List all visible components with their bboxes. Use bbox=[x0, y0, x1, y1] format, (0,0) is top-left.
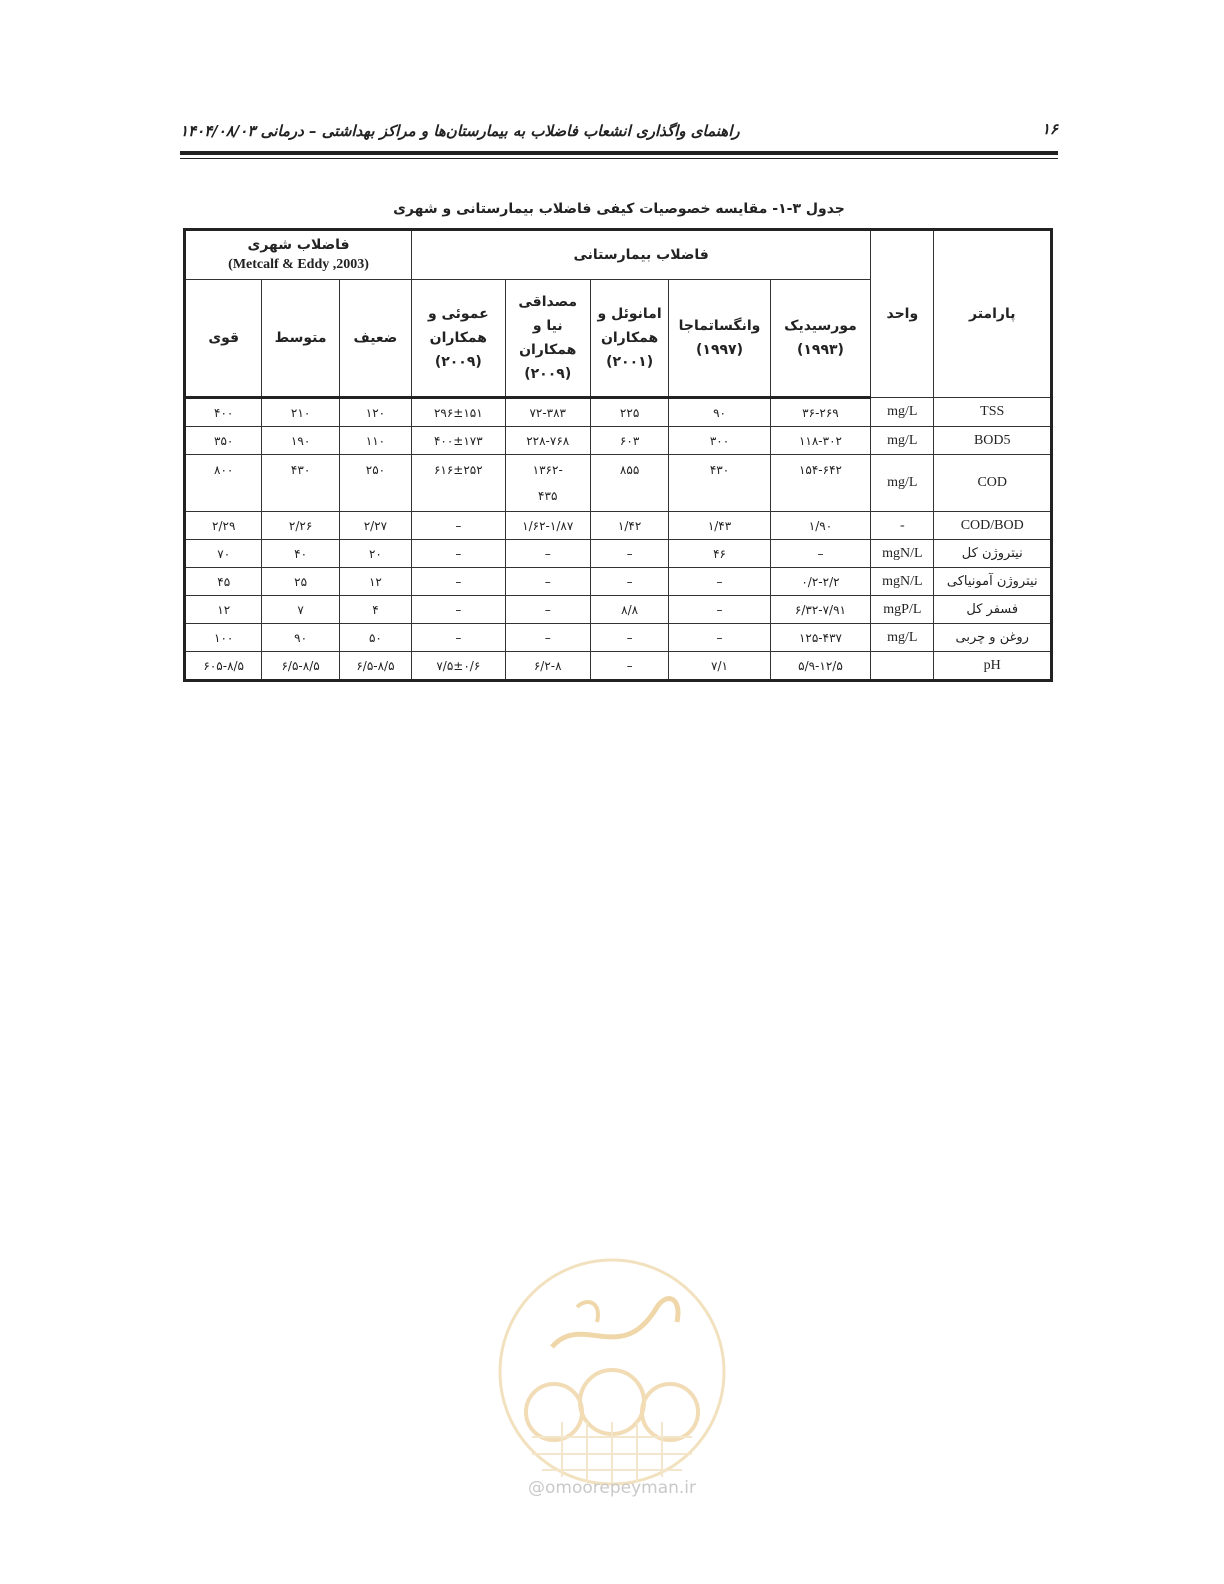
value-cell: ۴۶ bbox=[669, 540, 770, 568]
unit-cell: mg/L bbox=[871, 455, 934, 512]
value-cell: ۲۲۵ bbox=[590, 398, 668, 427]
value-cell: ۷ bbox=[262, 596, 339, 624]
parameter-cell: pH bbox=[934, 652, 1052, 681]
value-cell: ۴۰ bbox=[262, 540, 339, 568]
table-row bbox=[185, 512, 1052, 540]
parameter-cell: COD bbox=[934, 455, 1052, 512]
value-cell: ۴۳۰ bbox=[262, 455, 339, 512]
value-cell: ۱۲۰ bbox=[339, 398, 411, 427]
value-cell: ۱۲ bbox=[339, 568, 411, 596]
value-cell: ۱۱۸-۳۰۲ bbox=[770, 427, 870, 455]
value-cell: ۶۱۶±۲۵۲ bbox=[412, 455, 505, 512]
value-cell: – bbox=[590, 624, 668, 652]
header-hospital-wastewater: فاضلاب بیمارستانی bbox=[412, 230, 871, 280]
value-cell: ۲۲۸-۷۶۸ bbox=[505, 427, 590, 455]
value-cell: – bbox=[590, 652, 668, 681]
value-cell: ۱۰۰ bbox=[185, 624, 262, 652]
unit-cell: mgN/L bbox=[871, 568, 934, 596]
parameter-cell: فسفر کل bbox=[934, 596, 1052, 624]
header-rule-thin bbox=[180, 158, 1058, 159]
value-cell: ۶/۲-۸ bbox=[505, 652, 590, 681]
value-cell: – bbox=[590, 540, 668, 568]
table-row bbox=[185, 427, 1052, 455]
unit-cell: mgN/L bbox=[871, 540, 934, 568]
table-row bbox=[185, 540, 1052, 568]
parameter-cell: نیتروژن آمونیاکی bbox=[934, 568, 1052, 596]
unit-cell: mg/L bbox=[871, 427, 934, 455]
value-cell: ۲۰ bbox=[339, 540, 411, 568]
table-row bbox=[185, 652, 1052, 681]
value-cell: ۴۰۰ bbox=[185, 398, 262, 427]
value-cell: ۱/۹۰ bbox=[770, 512, 870, 540]
value-cell: – bbox=[669, 624, 770, 652]
parameter-cell: COD/BOD bbox=[934, 512, 1052, 540]
watermark-url: @omoorepeyman.ir bbox=[527, 1478, 697, 1498]
value-cell: ۱/۴۳ bbox=[669, 512, 770, 540]
value-cell: ۰/۲-۲/۲ bbox=[770, 568, 870, 596]
value-cell: – bbox=[412, 624, 505, 652]
parameter-cell: BOD5 bbox=[934, 427, 1052, 455]
value-cell: ۷/۵±۰/۶ bbox=[412, 652, 505, 681]
value-cell: – bbox=[669, 568, 770, 596]
value-cell: ۹۰ bbox=[262, 624, 339, 652]
value-cell: – bbox=[669, 596, 770, 624]
header-municipal-wastewater bbox=[185, 230, 412, 280]
value-cell: – bbox=[412, 540, 505, 568]
value-cell: ۶۰۵-۸/۵ bbox=[185, 652, 262, 681]
value-cell: – bbox=[505, 540, 590, 568]
value-cell: ۵/۹-۱۲/۵ bbox=[770, 652, 870, 681]
value-cell: – bbox=[505, 568, 590, 596]
header-study-mesdaghinia: مصداقی نیا و همکاران (۲۰۰۹) bbox=[505, 280, 590, 398]
table-body bbox=[185, 398, 1052, 681]
value-cell: ۶۰۳ bbox=[590, 427, 668, 455]
table-row bbox=[185, 455, 1052, 512]
value-cell: ۳۵۰ bbox=[185, 427, 262, 455]
unit-cell: mgP/L bbox=[871, 596, 934, 624]
value-cell: ۲۵ bbox=[262, 568, 339, 596]
value-cell: ۳۰۰ bbox=[669, 427, 770, 455]
table-row bbox=[185, 624, 1052, 652]
header-parameter: پارامتر bbox=[934, 230, 1052, 398]
value-cell: ۱/۴۲ bbox=[590, 512, 668, 540]
value-cell: ۲/۲۶ bbox=[262, 512, 339, 540]
value-cell: ۱/۶۲-۱/۸۷ bbox=[505, 512, 590, 540]
header-study-amouei: عموئی و همکاران (۲۰۰۹) bbox=[412, 280, 505, 398]
value-cell: ۴ bbox=[339, 596, 411, 624]
value-cell: – bbox=[505, 624, 590, 652]
running-title: راهنمای واگذاری انشعاب فاضلاب به بیمارستان‌ها و مراکز بهداشتی – درمانی ۱۴۰۴/۰۸/۰۳ bbox=[180, 122, 740, 140]
value-cell: ۶/۵-۸/۵ bbox=[262, 652, 339, 681]
value-cell: ۱۱۰ bbox=[339, 427, 411, 455]
value-cell: ۱۲۵-۴۳۷ bbox=[770, 624, 870, 652]
header-unit: واحد bbox=[871, 230, 934, 398]
unit-cell: - bbox=[871, 512, 934, 540]
table-row bbox=[185, 398, 1052, 427]
value-cell: ۶/۵-۸/۵ bbox=[339, 652, 411, 681]
value-cell: ۷۲-۳۸۳ bbox=[505, 398, 590, 427]
value-cell: – bbox=[412, 596, 505, 624]
value-cell: ۸۰۰ bbox=[185, 455, 262, 512]
value-cell: ۲۹۶±۱۵۱ bbox=[412, 398, 505, 427]
municipal-group-label: فاضلاب شهری bbox=[247, 237, 350, 253]
value-cell: ۵۰ bbox=[339, 624, 411, 652]
unit-cell: mg/L bbox=[871, 624, 934, 652]
value-cell: – bbox=[770, 540, 870, 568]
header-rule bbox=[180, 151, 1058, 155]
value-cell: ۶/۳۲-۷/۹۱ bbox=[770, 596, 870, 624]
value-cell: ۴۳۰ bbox=[669, 455, 770, 512]
value-cell: ۸/۸ bbox=[590, 596, 668, 624]
municipal-source: (Metcalf & Eddy ,2003) bbox=[228, 257, 369, 272]
parameter-cell: TSS bbox=[934, 398, 1052, 427]
value-cell: ۲۵۰ bbox=[339, 455, 411, 512]
header-study-morsidik: مورسیدیک (۱۹۹۳) bbox=[770, 280, 870, 398]
table-caption: جدول ۳-۱- مقایسه خصوصیات کیفی فاضلاب بیمارستانی و شهری bbox=[393, 201, 845, 217]
value-cell: ۴۰۰±۱۷۳ bbox=[412, 427, 505, 455]
unit-cell: mg/L bbox=[871, 398, 934, 427]
page-header bbox=[180, 118, 1058, 144]
parameter-cell: روغن و چربی bbox=[934, 624, 1052, 652]
header-strength-medium: متوسط bbox=[262, 280, 339, 398]
value-cell: – bbox=[590, 568, 668, 596]
value-cell: ۴۵ bbox=[185, 568, 262, 596]
watermark-logo bbox=[492, 1252, 732, 1502]
value-cell: ۲/۲۹ bbox=[185, 512, 262, 540]
value-cell: – bbox=[505, 596, 590, 624]
value-cell: ۸۵۵ bbox=[590, 455, 668, 512]
value-cell: ۱۹۰ bbox=[262, 427, 339, 455]
value-cell: ۳۶-۲۶۹ bbox=[770, 398, 870, 427]
header-study-wangsaatmaja: وانگساتماجا (۱۹۹۷) bbox=[669, 280, 770, 398]
value-cell: ۲/۲۷ bbox=[339, 512, 411, 540]
value-cell: ۹۰ bbox=[669, 398, 770, 427]
value-cell: – bbox=[412, 512, 505, 540]
value-cell: ۲۱۰ bbox=[262, 398, 339, 427]
value-cell: ۱۵۴-۶۴۲ bbox=[770, 455, 870, 512]
parameter-cell: نیتروژن کل bbox=[934, 540, 1052, 568]
value-cell: ۱۲ bbox=[185, 596, 262, 624]
header-strength-weak: ضعیف bbox=[339, 280, 411, 398]
value-cell: -۱۳۶۲ ۴۳۵ bbox=[505, 455, 590, 512]
header-strength-strong: قوی bbox=[185, 280, 262, 398]
unit-cell bbox=[871, 652, 934, 681]
comparison-table bbox=[183, 228, 1053, 682]
value-cell: ۷/۱ bbox=[669, 652, 770, 681]
value-cell: – bbox=[412, 568, 505, 596]
table-row bbox=[185, 568, 1052, 596]
table-row bbox=[185, 596, 1052, 624]
page-number: ۱۶ bbox=[1041, 120, 1058, 138]
value-cell: ۷۰ bbox=[185, 540, 262, 568]
header-study-emmanuel: امانوئل و همکاران (۲۰۰۱) bbox=[590, 280, 668, 398]
